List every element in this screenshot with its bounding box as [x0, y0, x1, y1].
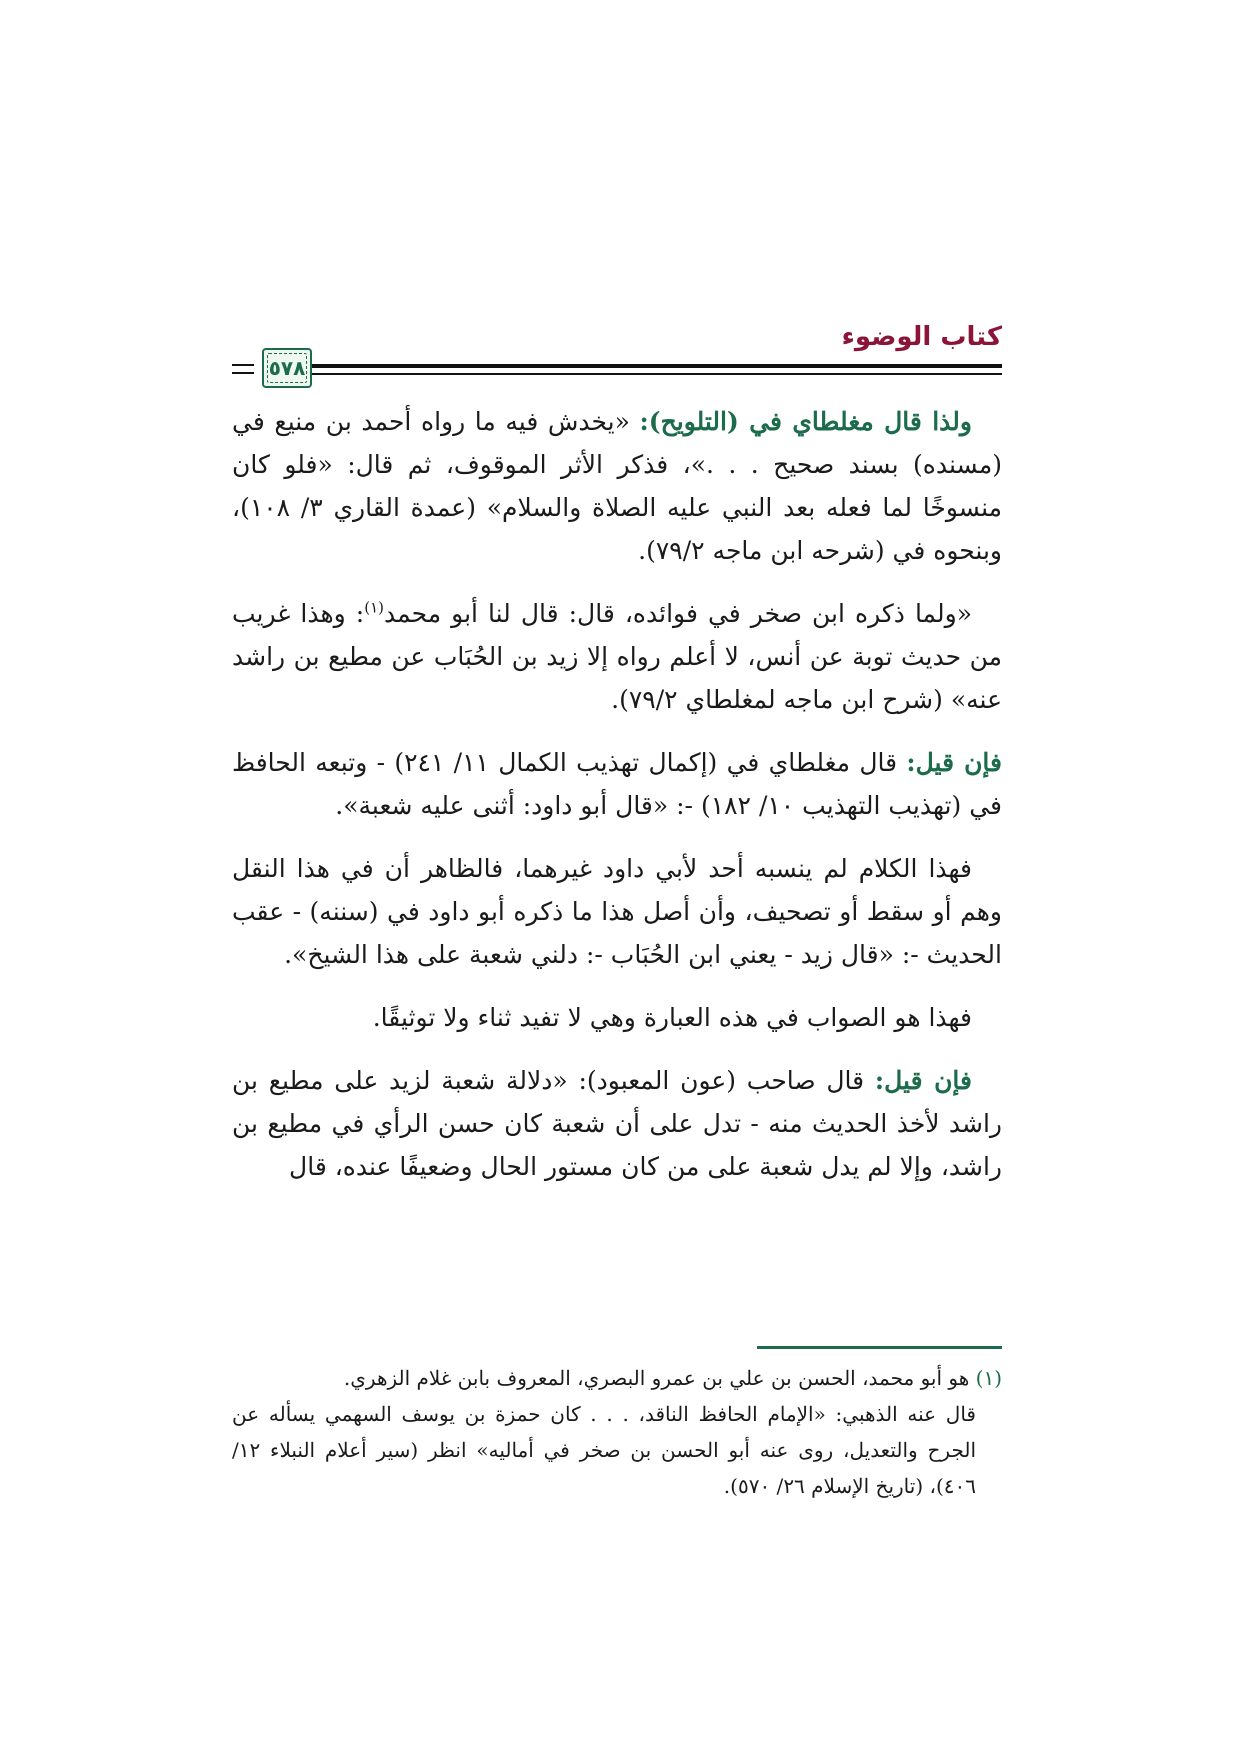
page-number: ٥٧٨ — [268, 356, 306, 380]
footnote-reference[interactable]: (١) — [364, 598, 384, 617]
paragraph-5 — [232, 996, 1002, 1039]
book-title: كتاب الوضوء — [841, 322, 1002, 352]
header-rule-thin — [302, 373, 1002, 375]
main-text — [232, 400, 1002, 1208]
footnote-1-rest: قال عنه الذهبي: «الإمام الحافظ الناقد، . . . كان حمزة بن يوسف السهمي يسأله عن الجرح والتعديل، روى عنه أبو الحسن بن صخر في أماليه» انظر (سير أعلام النبلاء ١٢/ ٤٠٦)، (تاريخ الإسلام ٢٦/ ٥٧٠). — [232, 1402, 976, 1498]
paragraph-3 — [232, 741, 1002, 827]
footnote-1-continuation — [232, 1396, 1002, 1504]
page-number-badge — [262, 348, 312, 388]
header-rule-left-top — [232, 364, 254, 366]
paragraph-3-lead: فإن قيل: — [906, 748, 1002, 777]
header-rule-thick — [302, 364, 1002, 368]
footnote-1-line1: هو أبو محمد، الحسن بن علي بن عمرو البصري، المعروف بابن غلام الزهري. — [343, 1366, 976, 1390]
footnote-1-number: (١) — [975, 1366, 1002, 1390]
paragraph-6-lead: فإن قيل: — [874, 1066, 972, 1095]
footnote-separator — [757, 1346, 1002, 1349]
footnotes — [232, 1360, 1002, 1504]
paragraph-6 — [232, 1059, 1002, 1188]
paragraph-1 — [232, 400, 1002, 572]
paragraph-6-text: قال صاحب (عون المعبود): «دلالة شعبة لزيد على مطيع بن راشد لأخذ الحديث منه - تدل على أن شعبة كان حسن الرأي في مطيع بن راشد، وإلا لم يدل شعبة على من كان مستور الحال وضعيفًا عنده، قال — [232, 1066, 1002, 1181]
paragraph-1-lead: ولذا قال مغلطاي في (التلويح): — [639, 407, 972, 436]
header-rule-left-bottom — [232, 372, 254, 374]
paragraph-4-text: فهذا الكلام لم ينسبه أحد لأبي داود غيرهما، فالظاهر أن في هذا النقل وهم أو سقط أو تصحيف، وأن أصل هذا ما ذكره أبو داود في (سننه) - عقب الحديث -: «قال زيد - يعني ابن الحُبَاب -: دلني شعبة على هذا الشيخ». — [232, 854, 1002, 969]
paragraph-2-text-after: : وهذا غريب من حديث توبة عن أنس، لا أعلم رواه إلا زيد بن الحُبَاب عن مطيع بن راشد عنه» (شرح ابن ماجه لمغلطاي ٧٩/٢). — [232, 599, 1002, 714]
footnote-1-first-line — [232, 1360, 1002, 1396]
paragraph-4 — [232, 847, 1002, 976]
paragraph-3-text: قال مغلطاي في (إكمال تهذيب الكمال ١١/ ٢٤١) - وتبعه الحافظ في (تهذيب التهذيب ١٠/ ١٨٢) -: «قال أبو داود: أثنى عليه شعبة». — [232, 748, 1002, 820]
paragraph-5-text: فهذا هو الصواب في هذه العبارة وهي لا تفيد ثناء ولا توثيقًا. — [372, 1003, 972, 1032]
paragraph-2 — [232, 592, 1002, 721]
paragraph-2-text-before: «ولما ذكره ابن صخر في فوائده، قال: قال لنا أبو محمد — [384, 599, 972, 628]
page-header — [232, 308, 1002, 388]
paragraph-1-text: «يخدش فيه ما رواه أحمد بن منيع في (مسنده) بسند صحيح . . .»، فذكر الأثر الموقوف، ثم قال: «فلو كان منسوخًا لما فعله بعد النبي عليه الصلاة والسلام» (عمدة القاري ٣/ ١٠٨)، وبنحوه في (شرحه ابن ماجه ٧٩/٢). — [232, 407, 1002, 565]
